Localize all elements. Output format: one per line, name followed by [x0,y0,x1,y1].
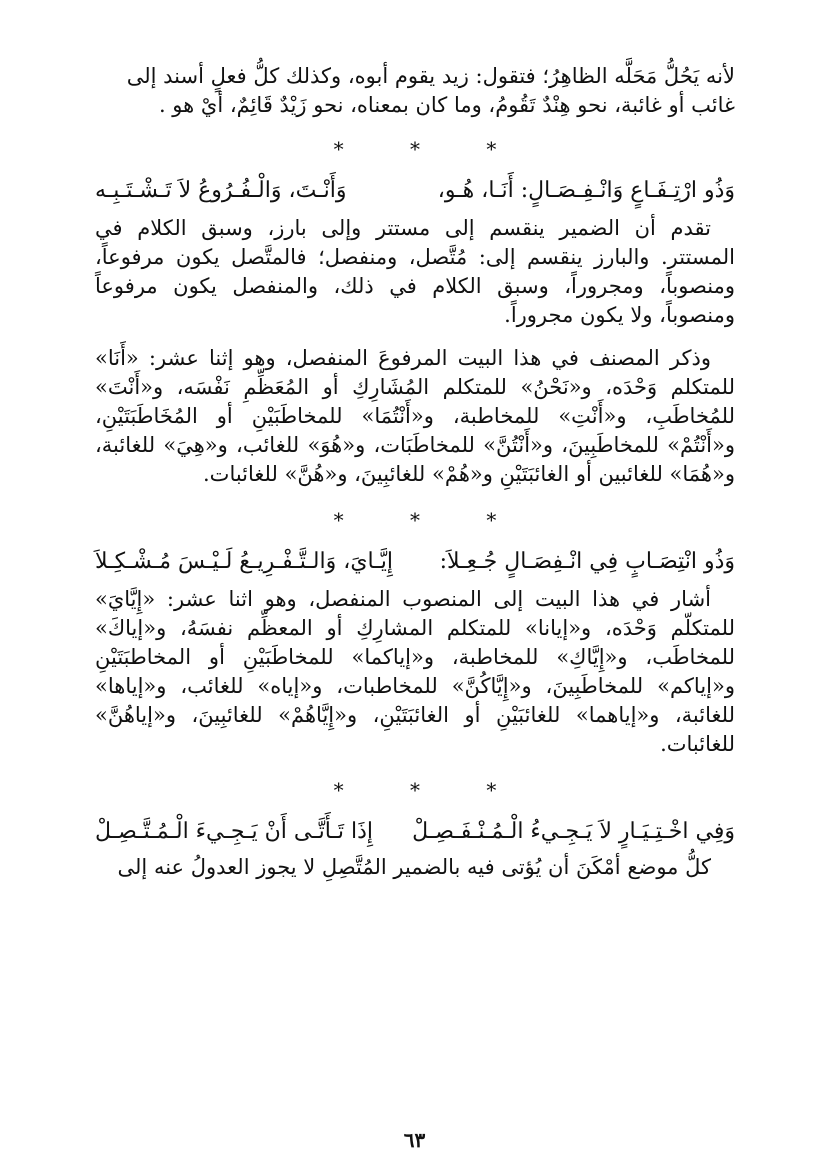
continuation-line-1: لأنه يَحُلُّ مَحَلَّه الظاهِرُ؛ فتقول: زيد يقوم أبوه، وكذلك كلُّ فعلٍ أسند إلى [126,64,735,88]
section-separator: * * * [333,778,527,802]
commentary-paragraph-1: تقدم أن الضمير ينقسم إلى مستتر وإلى بارز، وسبق الكلام في المستتر. والبارز ينقسم إلى: مُتَّصل، ومنفصل؛ فالمتَّصل يكون مرفوعاً، ومنصوباً، ومجروراً، وسبق الكلام في ذلك، والمنفصل يكون مرفوعاً ومنصوباً، ولا يكون مجروراً. [95,216,735,327]
section-separator: * * * [333,137,527,161]
commentary-paragraph-3: أشار في هذا البيت إلى المنصوب المنفصل، وهو اثنا عشر: «إِيَّايَ» للمتكلّم وَحْدَه، و«إيانا» للمتكلم المشارِكِ أو المعظِّم نفسَهُ، و«إياكَ» للمخاطَب، و«إِيَّاكِ» للمخاطبة، و«إياكما» للمخاطَبَيْنِ أو المخاطبَتَيْنِ و«إياكم» للمخاطَبِينَ، و«إِيَّاكُنَّ» للمخاطبات، و«إياه» للغائب، و«إياها» للغائبة، و«إياهما» للغائبَيْنِ أو الغائبَتَيْنِ، و«إِيَّاهُمْ» للغائبِينَ، و«إياهُنَّ» للغائبات. [95,587,735,756]
verse-1-second-hemistich: وَأَنْـتَ، وَالْـفُـرُوعُ لاَ تَـشْـتَـبِـه [95,178,347,203]
continuation-paragraph [95,62,735,120]
verse-2 [95,545,735,579]
page-body [95,62,735,882]
verse-3-second-hemistich: إِذَا تَـأَتَّـى أَنْ يَـجِـيءَ الْـمُـتَّـصِـلْ [95,819,374,844]
verse-2-first-hemistich: وَذُو انْتِصَـابٍ فِي انْـفِصَـالٍ جُـعِـلاَ: [439,549,735,574]
verse-1-first-hemistich: وَذُو ارْتِـفَـاعٍ وَانْـفِـصَـالٍ: أَنَـا، هُـو، [437,178,735,203]
commentary-paragraph-4: كلُّ موضع أمْكَنَ أن يُؤتى فيه بالضمير المُتَّصِلِ لا يجوز العدولُ عنه إلى [117,855,711,879]
verse-2-second-hemistich: إِيَّـايَ، وَالـتَّـفْـرِيـعُ لَـيْـسَ مُـشْـكِـلاَ [95,549,393,574]
verse-3 [95,815,735,849]
verse-3-first-hemistich: وَفِي اخْـتِـيَـارٍ لاَ يَـجِـيءُ الْـمُـنْـفَـصِـلْ [412,819,735,844]
section-separator: * * * [333,508,527,532]
continuation-line-2: غائب أو غائبة، نحو هِنْدٌ تَقُومُ، وما كان بمعناه، نحو زَيْدٌ قَائِمٌ، أيْ هو . [158,93,735,117]
commentary-paragraph-2: وذكر المصنف في هذا البيت المرفوعَ المنفصل، وهو إثنا عشر: «أَنَا» للمتكلم وَحْدَه، و«نَحْنُ» للمتكلم المُشَارِكِ أو المُعَظِّمِ نَفْسَه، و«أَنْتَ» للمُخاطَبِ، و«أَنْتِ» للمخاطبة، و«أَنْتُمَا» للمخاطَبَيْنِ أو المُخَاطَبَتَيْنِ، و«أَنْتُمْ» للمخاطَبِينَ، و«أَنْتُنَّ» للمخاطَبَات، و«هُوَ» للغائب، و«هِيَ» للغائبة، و«هُمَا» للغائبين أو الغائبَتَيْنِ و«هُمْ» للغائبِينَ، و«هُنَّ» للغائبات. [95,346,735,486]
verse-1 [95,174,735,208]
page-number: ٦٣ [403,1128,426,1152]
